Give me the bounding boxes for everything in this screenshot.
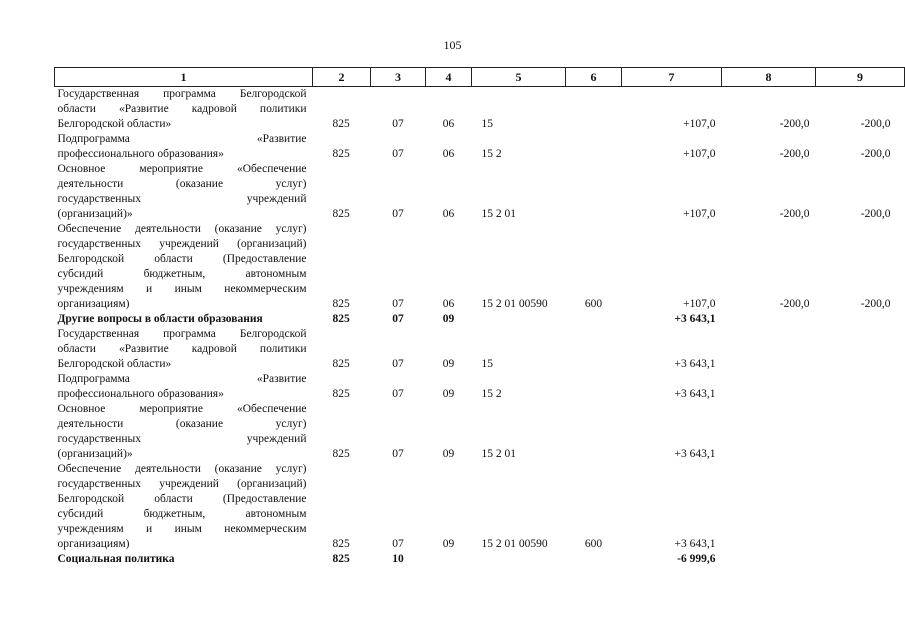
header-col-4: 4 bbox=[426, 68, 472, 87]
amount-year1-cell: -6 999,6 bbox=[677, 553, 716, 565]
code-expense-type-cell bbox=[566, 372, 622, 402]
code-subsection-cell: 09 bbox=[442, 358, 455, 370]
item-name-line: Государственная программа Белгородской bbox=[57, 328, 307, 340]
amount-year3-cell: -200,0 bbox=[860, 208, 891, 220]
item-name-cell bbox=[55, 462, 313, 552]
item-name-line: Обеспечение деятельности (оказание услуг) bbox=[57, 223, 307, 235]
table-row bbox=[55, 462, 905, 552]
header-col-6: 6 bbox=[566, 68, 622, 87]
code-subsection-cell: 06 bbox=[442, 118, 455, 130]
code-expense-type-cell bbox=[566, 552, 622, 567]
code-ministry-cell: 825 bbox=[332, 388, 350, 400]
item-name-line: деятельности (оказание услуг) bbox=[57, 418, 307, 430]
table-row bbox=[55, 327, 905, 372]
code-section-cell: 07 bbox=[392, 538, 404, 550]
amount-year2-cell bbox=[722, 552, 816, 567]
code-subsection-cell: 06 bbox=[442, 148, 455, 160]
item-name-line: профессионального образования» bbox=[57, 148, 224, 160]
item-name-line: Социальная политика bbox=[57, 553, 175, 565]
code-ministry-cell: 825 bbox=[332, 148, 350, 160]
code-expense-type-cell: 600 bbox=[584, 538, 603, 550]
code-target-article-cell: 15 2 bbox=[481, 388, 502, 400]
item-name-line: Подпрограмма «Развитие bbox=[57, 373, 307, 385]
item-name-line: учреждениям и иным некоммерческим bbox=[57, 523, 307, 535]
code-section-cell: 07 bbox=[392, 313, 404, 325]
code-target-article-cell: 15 2 01 00590 bbox=[481, 298, 548, 310]
item-name-cell bbox=[55, 552, 313, 567]
amount-year3-cell bbox=[816, 327, 905, 372]
table-row bbox=[55, 402, 905, 462]
item-name-cell bbox=[55, 222, 313, 312]
item-name-line: Белгородской области» bbox=[57, 358, 172, 370]
amount-year1-cell: +107,0 bbox=[683, 118, 716, 130]
code-section-cell: 07 bbox=[392, 208, 404, 220]
code-expense-type-cell bbox=[566, 132, 622, 162]
code-target-article-cell: 15 2 01 bbox=[481, 208, 516, 220]
code-section-cell: 07 bbox=[392, 388, 404, 400]
amount-year2-cell: -200,0 bbox=[779, 148, 810, 160]
code-section-cell: 07 bbox=[392, 448, 404, 460]
table-row bbox=[55, 222, 905, 312]
header-col-7: 7 bbox=[622, 68, 722, 87]
code-target-article-cell: 15 bbox=[481, 358, 493, 370]
item-name-line: субсидий бюджетным, автономным bbox=[57, 508, 307, 520]
amount-year2-cell bbox=[722, 402, 816, 462]
header-col-1: 1 bbox=[55, 68, 313, 87]
header-col-8: 8 bbox=[722, 68, 816, 87]
amount-year1-cell: +3 643,1 bbox=[674, 358, 716, 370]
item-name-line: Белгородской области (Предоставление bbox=[57, 493, 307, 505]
item-name-line: организациям) bbox=[57, 538, 130, 550]
code-expense-type-cell bbox=[566, 327, 622, 372]
amount-year2-cell: -200,0 bbox=[779, 208, 810, 220]
amount-year1-cell: +3 643,1 bbox=[674, 448, 716, 460]
item-name-line: Государственная программа Белгородской bbox=[57, 88, 307, 100]
table-body bbox=[55, 87, 905, 568]
code-ministry-cell: 825 bbox=[332, 118, 350, 130]
item-name-line: области «Развитие кадровой политики bbox=[57, 103, 307, 115]
code-ministry-cell: 825 bbox=[332, 358, 350, 370]
code-expense-type-cell bbox=[566, 87, 622, 133]
code-subsection-cell: 09 bbox=[442, 313, 455, 325]
code-subsection-cell bbox=[426, 552, 472, 567]
code-expense-type-cell: 600 bbox=[584, 298, 603, 310]
code-target-article-cell: 15 2 01 bbox=[481, 448, 516, 460]
item-name-line: государственных учреждений (организаций) bbox=[57, 478, 307, 490]
code-ministry-cell: 825 bbox=[332, 298, 350, 310]
table-row bbox=[55, 372, 905, 402]
item-name-line: Основное мероприятие «Обеспечение bbox=[57, 403, 307, 415]
amount-year3-cell bbox=[816, 402, 905, 462]
code-target-article-cell: 15 bbox=[481, 118, 493, 130]
amount-year3-cell: -200,0 bbox=[860, 298, 891, 310]
item-name-cell bbox=[55, 162, 313, 222]
code-subsection-cell: 09 bbox=[442, 538, 455, 550]
item-name-line: области «Развитие кадровой политики bbox=[57, 343, 307, 355]
code-ministry-cell: 825 bbox=[332, 313, 350, 325]
amount-year3-cell bbox=[816, 312, 905, 327]
code-expense-type-cell bbox=[566, 312, 622, 327]
code-target-article-cell bbox=[472, 312, 566, 327]
code-subsection-cell: 09 bbox=[442, 448, 455, 460]
header-col-2: 2 bbox=[313, 68, 371, 87]
code-ministry-cell: 825 bbox=[332, 208, 350, 220]
amount-year1-cell: +107,0 bbox=[683, 298, 716, 310]
code-section-cell: 10 bbox=[392, 553, 404, 565]
amount-year1-cell: +3 643,1 bbox=[674, 538, 716, 550]
item-name-line: (организаций)» bbox=[57, 448, 133, 460]
item-name-line: Основное мероприятие «Обеспечение bbox=[57, 163, 307, 175]
header-col-9: 9 bbox=[816, 68, 905, 87]
amount-year3-cell bbox=[816, 462, 905, 552]
item-name-cell bbox=[55, 132, 313, 162]
table-row bbox=[55, 162, 905, 222]
code-expense-type-cell bbox=[566, 162, 622, 222]
amount-year1-cell: +3 643,1 bbox=[674, 388, 716, 400]
code-ministry-cell: 825 bbox=[332, 553, 350, 565]
code-target-article-cell bbox=[472, 552, 566, 567]
amount-year2-cell bbox=[722, 327, 816, 372]
header-row bbox=[55, 68, 905, 87]
code-target-article-cell: 15 2 01 00590 bbox=[481, 538, 548, 550]
code-subsection-cell: 09 bbox=[442, 388, 455, 400]
item-name-line: государственных учреждений (организаций) bbox=[57, 238, 307, 250]
item-name-line: профессионального образования» bbox=[57, 388, 224, 400]
code-subsection-cell: 06 bbox=[442, 208, 455, 220]
code-expense-type-cell bbox=[566, 402, 622, 462]
item-name-cell bbox=[55, 402, 313, 462]
item-name-cell bbox=[55, 312, 313, 327]
code-subsection-cell: 06 bbox=[442, 298, 455, 310]
item-name-line: Подпрограмма «Развитие bbox=[57, 133, 307, 145]
item-name-line: государственных учреждений bbox=[57, 433, 307, 445]
amount-year3-cell: -200,0 bbox=[860, 118, 891, 130]
amount-year1-cell: +3 643,1 bbox=[674, 313, 716, 325]
item-name-line: государственных учреждений bbox=[57, 193, 307, 205]
table-row bbox=[55, 312, 905, 327]
page-number: 105 bbox=[443, 38, 462, 52]
item-name-line: (организаций)» bbox=[57, 208, 133, 220]
code-section-cell: 07 bbox=[392, 148, 404, 160]
item-name-line: организациям) bbox=[57, 298, 130, 310]
amount-year3-cell bbox=[816, 372, 905, 402]
amount-year2-cell bbox=[722, 312, 816, 327]
item-name-line: Другие вопросы в области образования bbox=[57, 313, 263, 325]
item-name-line: Белгородской области» bbox=[57, 118, 172, 130]
amount-year2-cell: -200,0 bbox=[779, 118, 810, 130]
header-col-3: 3 bbox=[371, 68, 426, 87]
item-name-line: субсидий бюджетным, автономным bbox=[57, 268, 307, 280]
code-section-cell: 07 bbox=[392, 358, 404, 370]
item-name-cell bbox=[55, 327, 313, 372]
item-name-cell bbox=[55, 87, 313, 133]
code-section-cell: 07 bbox=[392, 118, 404, 130]
amount-year1-cell: +107,0 bbox=[683, 148, 716, 160]
budget-table bbox=[54, 67, 905, 567]
item-name-line: Обеспечение деятельности (оказание услуг) bbox=[57, 463, 307, 475]
table-row bbox=[55, 87, 905, 133]
code-target-article-cell: 15 2 bbox=[481, 148, 502, 160]
amount-year2-cell bbox=[722, 372, 816, 402]
item-name-line: учреждениям и иным некоммерческим bbox=[57, 283, 307, 295]
item-name-cell bbox=[55, 372, 313, 402]
amount-year3-cell bbox=[816, 552, 905, 567]
item-name-line: Белгородской области (Предоставление bbox=[57, 253, 307, 265]
code-ministry-cell: 825 bbox=[332, 448, 350, 460]
code-ministry-cell: 825 bbox=[332, 538, 350, 550]
amount-year3-cell: -200,0 bbox=[860, 148, 891, 160]
amount-year1-cell: +107,0 bbox=[683, 208, 716, 220]
header-col-5: 5 bbox=[472, 68, 566, 87]
code-section-cell: 07 bbox=[392, 298, 404, 310]
item-name-line: деятельности (оказание услуг) bbox=[57, 178, 307, 190]
amount-year2-cell: -200,0 bbox=[779, 298, 810, 310]
table-row bbox=[55, 132, 905, 162]
amount-year2-cell bbox=[722, 462, 816, 552]
table-row bbox=[55, 552, 905, 567]
